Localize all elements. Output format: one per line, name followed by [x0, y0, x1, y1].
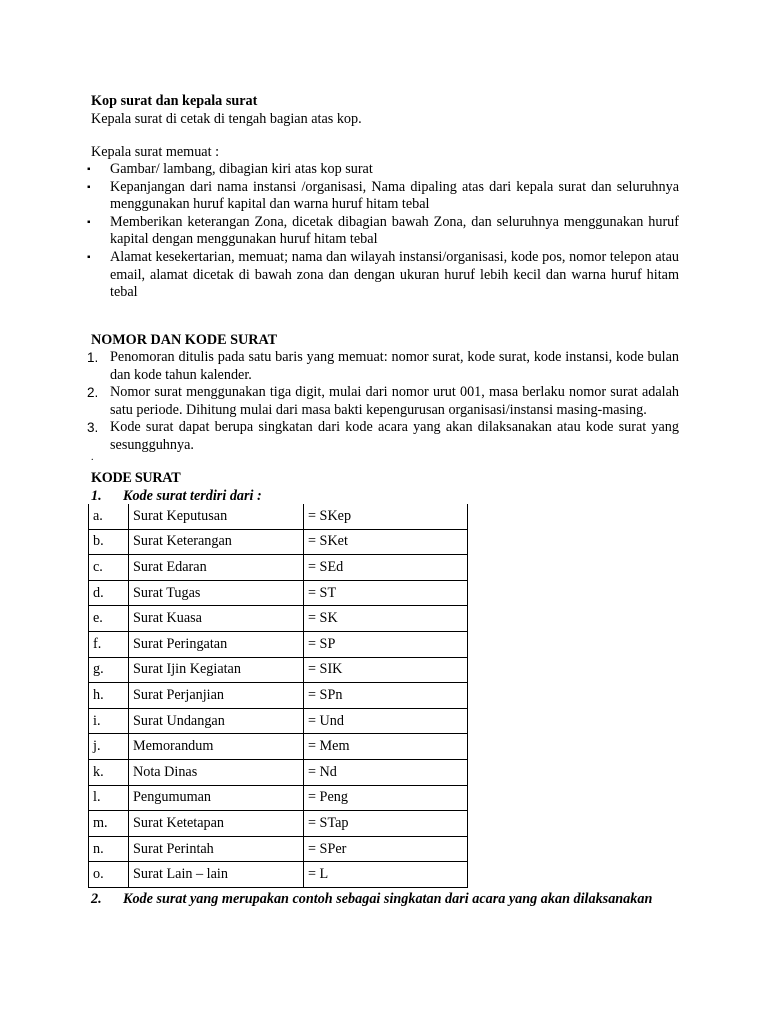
table-row [89, 734, 468, 760]
square-bullet-icon: ▪ [87, 216, 91, 228]
row-code: = L [304, 862, 468, 888]
stray-dot: . [91, 452, 94, 463]
row-name: Surat Tugas [129, 580, 304, 606]
kode-surat-table-body [89, 504, 468, 887]
table-row [89, 836, 468, 862]
kode-surat-table [88, 504, 468, 888]
row-letter: c. [89, 555, 129, 581]
row-code: = SEd [304, 555, 468, 581]
bullet-text: Gambar/ lambang, dibagian kiri atas kop surat [110, 161, 373, 177]
row-name: Surat Ketetapan [129, 811, 304, 837]
row-letter: m. [89, 811, 129, 837]
list-number: 3. [87, 420, 99, 436]
section-title-nomor-kode-surat: NOMOR DAN KODE SURAT [91, 332, 278, 348]
row-letter: f. [89, 631, 129, 657]
list-number: 1. [87, 350, 99, 365]
row-code: = STap [304, 811, 468, 837]
row-code: = Und [304, 708, 468, 734]
row-name: Surat Ijin Kegiatan [129, 657, 304, 683]
table-row [89, 708, 468, 734]
sub-number: 1. [91, 488, 102, 504]
section-title-kode-surat: KODE SURAT [91, 470, 181, 486]
row-name: Nota Dinas [129, 759, 304, 785]
row-code: = SKet [304, 529, 468, 555]
row-name: Surat Undangan [129, 708, 304, 734]
sub-number: 2. [91, 891, 102, 907]
bullet-text: Alamat kesekertarian, memuat; nama dan wilayah instansi/organisasi, kode pos, nomor telepon atau email, alamat dicetak di bawah zona dan dengan ukuran huruf lebih kecil dan warna huruf hitam tebal [110, 248, 679, 301]
table-row [89, 683, 468, 709]
row-code: = Nd [304, 759, 468, 785]
row-name: Surat Keputusan [129, 504, 304, 529]
table-row [89, 529, 468, 555]
section-intro: Kepala surat di cetak di tengah bagian atas kop. [91, 111, 362, 127]
row-letter: e. [89, 606, 129, 632]
bullet-text: Memberikan keterangan Zona, dicetak dibagian bawah Zona, dan seluruhnya menggunakan huruf kapital dengan menggunakan huruf hitam tebal [110, 213, 679, 248]
kepala-surat-bullet-list [87, 161, 679, 302]
row-code: = SK [304, 606, 468, 632]
row-code: = SKep [304, 504, 468, 529]
square-bullet-icon: ▪ [87, 181, 91, 193]
row-letter: g. [89, 657, 129, 683]
bullet-text: Kepanjangan dari nama instansi /organisasi, Nama dipaling atas dari kepala surat dan seluruhnya menggunakan huruf kapital dan warna huruf hitam tebal [110, 178, 679, 213]
list-item [87, 161, 679, 179]
row-code: = SIK [304, 657, 468, 683]
table-row [89, 759, 468, 785]
table-row [89, 657, 468, 683]
row-name: Surat Kuasa [129, 606, 304, 632]
list-item-text: Penomoran ditulis pada satu baris yang memuat: nomor surat, kode surat, kode instansi, kode bulan dan kode tahun kalender. [110, 349, 679, 383]
table-row [89, 555, 468, 581]
table-row [89, 504, 468, 529]
list-item [87, 384, 679, 419]
row-name: Surat Peringatan [129, 631, 304, 657]
list-item [87, 248, 679, 302]
row-name: Memorandum [129, 734, 304, 760]
row-name: Pengumuman [129, 785, 304, 811]
row-code: = Peng [304, 785, 468, 811]
row-letter: i. [89, 708, 129, 734]
row-code: = SP [304, 631, 468, 657]
row-letter: b. [89, 529, 129, 555]
nomor-surat-numbered-list [87, 349, 679, 455]
list-item [87, 419, 679, 454]
row-code: = SPer [304, 836, 468, 862]
list-intro: Kepala surat memuat : [91, 144, 220, 160]
sub-text: Kode surat terdiri dari : [123, 488, 262, 504]
list-item-text: Nomor surat menggunakan tiga digit, mulai dari nomor urut 001, masa berlaku nomor surat adalah satu periode. Dihitung mulai dari masa bakti kepengurusan organisasi/instansi masing-masing. [110, 384, 679, 418]
list-item [87, 213, 679, 249]
row-letter: n. [89, 836, 129, 862]
row-code: = ST [304, 580, 468, 606]
row-letter: k. [89, 759, 129, 785]
square-bullet-icon: ▪ [87, 251, 91, 263]
table-row [89, 631, 468, 657]
list-item [87, 178, 679, 214]
row-letter: l. [89, 785, 129, 811]
sub-text: Kode surat yang merupakan contoh sebagai singkatan dari acara yang akan dilaksanakan [123, 891, 653, 907]
square-bullet-icon: ▪ [87, 164, 91, 175]
row-name: Surat Lain – lain [129, 862, 304, 888]
list-item-text: Kode surat dapat berupa singkatan dari kode acara yang akan dilaksanakan atau kode surat yang sesungguhnya. [110, 419, 679, 453]
table-row [89, 580, 468, 606]
table-row [89, 862, 468, 888]
row-name: Surat Perjanjian [129, 683, 304, 709]
row-letter: a. [89, 504, 129, 529]
row-letter: d. [89, 580, 129, 606]
row-letter: h. [89, 683, 129, 709]
list-item [87, 349, 679, 384]
list-number: 2. [87, 385, 99, 401]
table-row [89, 811, 468, 837]
row-letter: o. [89, 862, 129, 888]
row-name: Surat Perintah [129, 836, 304, 862]
section-title-kop-surat: Kop surat dan kepala surat [91, 93, 258, 109]
row-name: Surat Keterangan [129, 529, 304, 555]
table-row [89, 606, 468, 632]
row-letter: j. [89, 734, 129, 760]
row-code: = Mem [304, 734, 468, 760]
table-row [89, 785, 468, 811]
row-code: = SPn [304, 683, 468, 709]
row-name: Surat Edaran [129, 555, 304, 581]
